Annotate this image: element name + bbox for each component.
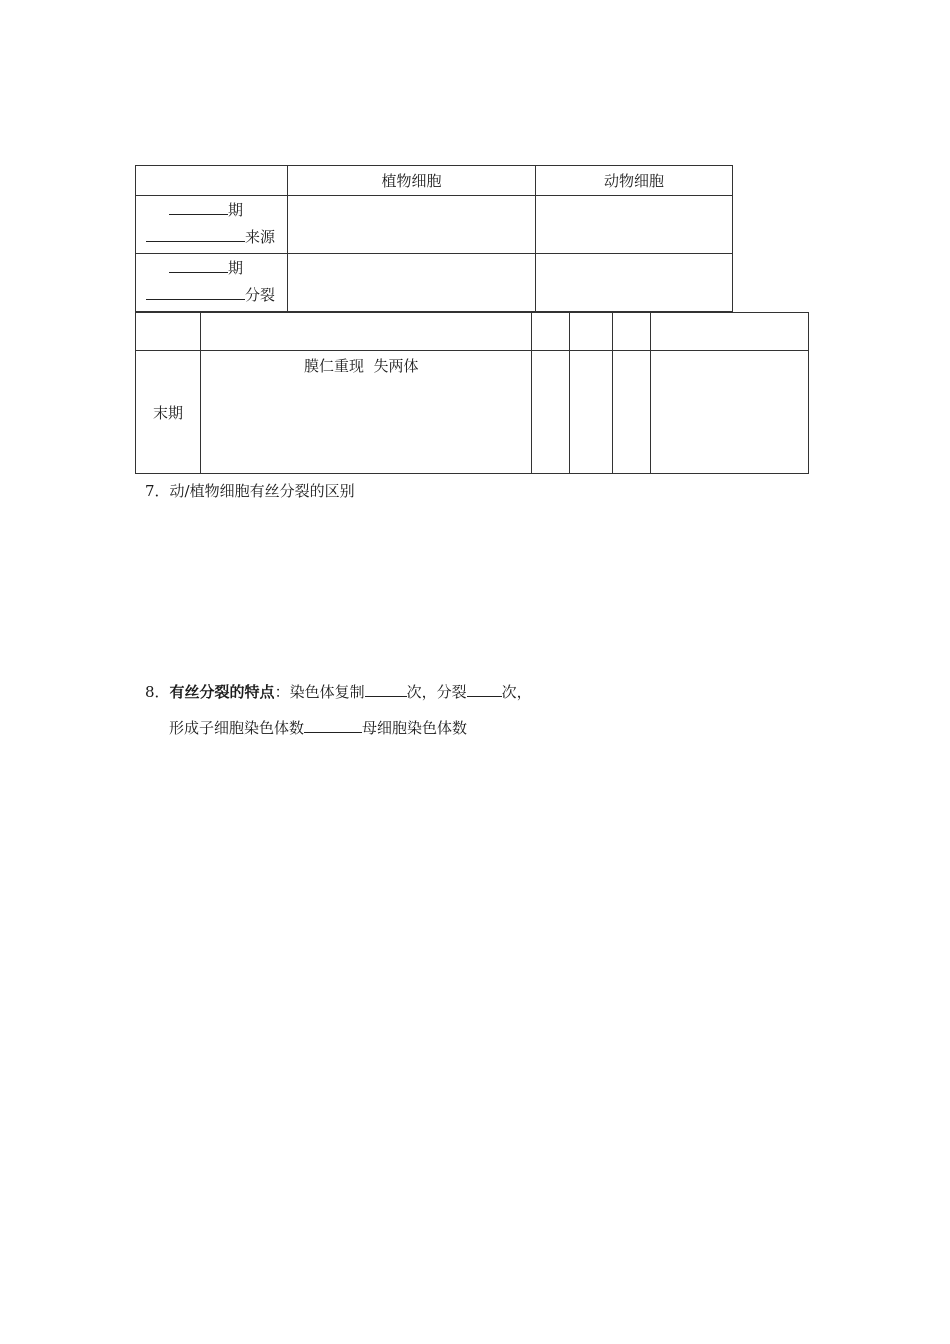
row-label-source [136,196,288,254]
question-7 [145,480,355,501]
telophase-content: 膜仁重现 失两体 [304,357,419,375]
telophase-cell[interactable] [613,351,651,474]
phase-header-cell [570,313,613,351]
blank-line[interactable] [146,285,245,300]
telophase-content-cell [201,351,532,474]
blank-line[interactable] [169,200,228,215]
telophase-cell[interactable] [532,351,570,474]
blank-line[interactable] [365,682,407,697]
row2-animal-cell[interactable] [536,254,733,312]
question-8-part2: 次，分裂 [406,683,467,701]
blank-line[interactable] [169,258,228,273]
question-8-line2-b: 母细胞染色体数 [362,719,468,737]
question-7-number: 7． [145,482,170,500]
telophase-cell[interactable] [651,351,809,474]
phase-header-cell [136,313,201,351]
question-8-line2 [169,717,467,738]
header-empty-cell [136,166,288,196]
header-animal-cell [536,166,733,196]
blank-line[interactable] [467,682,502,697]
row1-animal-cell[interactable] [536,196,733,254]
header-animal-label: 动物细胞 [603,172,664,190]
header-plant-cell [288,166,536,196]
blank-line[interactable] [146,227,245,242]
question-8-line2-a: 形成子细胞染色体数 [169,719,305,737]
phase-header-cell [613,313,651,351]
phase-table [135,312,809,474]
question-8-part3: 次， [501,683,532,701]
row-label-division [136,254,288,312]
row1-line2-suffix: 来源 [245,228,276,246]
comparison-table [135,165,733,312]
row2-line1-suffix: 期 [228,259,244,277]
telophase-cell[interactable] [570,351,613,474]
phase-header-cell [532,313,570,351]
question-8-label: 有丝分裂的特点 [169,683,275,701]
row2-plant-cell[interactable] [288,254,536,312]
phase-header-cell [651,313,809,351]
question-8-number: 8． [145,683,170,701]
row1-plant-cell[interactable] [288,196,536,254]
blank-line[interactable] [304,718,362,733]
row1-line1-suffix: 期 [228,201,244,219]
phase-header-cell [201,313,532,351]
question-8-part1: 染色体复制 [289,683,365,701]
telophase-label: 末期 [152,403,183,422]
question-8 [145,681,532,702]
question-8-colon: ： [274,683,290,701]
row2-line2-suffix: 分裂 [245,286,276,304]
question-7-text: 动/植物细胞有丝分裂的区别 [169,482,355,500]
telophase-label-cell [136,351,201,474]
header-plant-label: 植物细胞 [381,172,442,190]
